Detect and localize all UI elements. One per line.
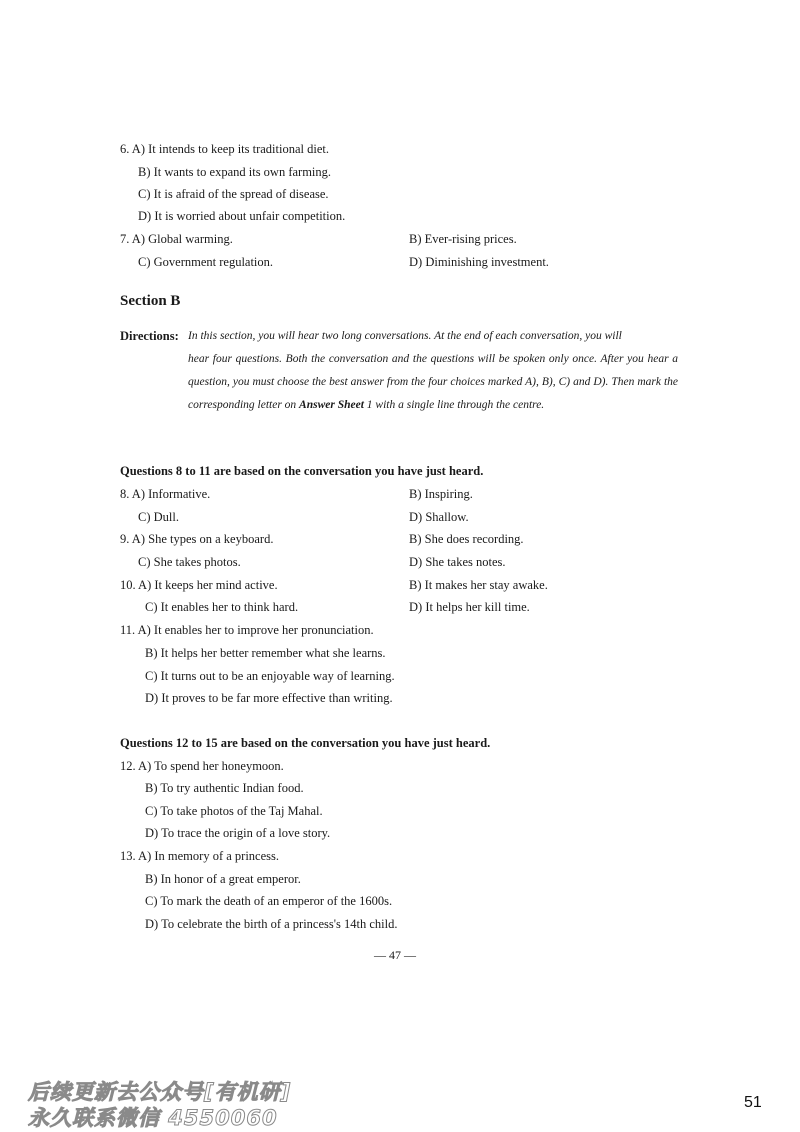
- q10-option-c: C) It enables her to think hard.: [145, 600, 299, 614]
- q10-option-d: D) It helps her kill time.: [409, 600, 530, 614]
- q8-option-a: 8. A) Informative.: [120, 487, 211, 501]
- directions-text: [188, 348, 678, 417]
- q12-option-b: B) To try authentic Indian food.: [145, 781, 304, 795]
- watermark-line-2: 永久联系微信 4550060: [28, 1106, 278, 1130]
- q8-option-b: B) Inspiring.: [409, 487, 473, 501]
- section-title: Section B: [120, 293, 181, 309]
- q6-option-c: C) It is afraid of the spread of disease.: [138, 187, 329, 201]
- q13-option-c: C) To mark the death of an emperor of the 1600s.: [145, 894, 393, 908]
- directions-text-part1: hear four questions. Both the conversation and the questions will be spoken only once. After you hear a question, you must choose the best answer from the four choices marked A), B), C) and D). Then mark the corresponding letter on: [188, 353, 678, 411]
- q7-option-a: 7. A) Global warming.: [120, 232, 233, 246]
- q10-option-b: B) It makes her stay awake.: [409, 578, 548, 592]
- q12-option-a: 12. A) To spend her honeymoon.: [120, 759, 284, 773]
- q12-option-d: D) To trace the origin of a love story.: [145, 826, 331, 840]
- q7-option-b: B) Ever-rising prices.: [409, 232, 517, 246]
- q11-option-d: D) It proves to be far more effective than writing.: [145, 691, 393, 705]
- q7-option-d: D) Diminishing investment.: [409, 255, 549, 269]
- q11-option-c: C) It turns out to be an enjoyable way of learning.: [145, 669, 395, 683]
- q13-option-d: D) To celebrate the birth of a princess's 14th child.: [145, 917, 398, 931]
- q9-option-d: D) She takes notes.: [409, 555, 506, 569]
- questions-12-15-heading: Questions 12 to 15 are based on the conversation you have just heard.: [120, 736, 491, 750]
- directions-text-part2: 1 with a single line through the centre.: [363, 399, 545, 411]
- watermark-line-1: 后续更新去公众号[有机研]: [28, 1080, 292, 1104]
- q7-option-c: C) Government regulation.: [138, 255, 274, 269]
- page-number: 51: [744, 1094, 762, 1111]
- q11-option-b: B) It helps her better remember what she learns.: [145, 646, 386, 660]
- q6-option-d: D) It is worried about unfair competition.: [138, 209, 346, 223]
- q6-option-a: 6. A) It intends to keep its traditional diet.: [120, 142, 329, 156]
- q8-option-d: D) Shallow.: [409, 510, 469, 524]
- questions-8-11-heading: Questions 8 to 11 are based on the conversation you have just heard.: [120, 464, 484, 478]
- q8-option-c: C) Dull.: [138, 510, 179, 524]
- q6-option-b: B) It wants to expand its own farming.: [138, 165, 332, 179]
- directions-first-line: In this section, you will hear two long conversations. At the end of each conversation, you will: [188, 330, 622, 342]
- q11-option-a: 11. A) It enables her to improve her pronunciation.: [120, 623, 374, 637]
- q9-option-a: 9. A) She types on a keyboard.: [120, 532, 274, 546]
- page-footer: — 47 —: [374, 948, 416, 962]
- directions-label: Directions:: [120, 329, 179, 343]
- q9-option-b: B) She does recording.: [409, 532, 524, 546]
- q13-option-b: B) In honor of a great emperor.: [145, 872, 301, 886]
- q9-option-c: C) She takes photos.: [138, 555, 241, 569]
- answer-sheet-label: Answer Sheet: [299, 399, 364, 411]
- q10-option-a: 10. A) It keeps her mind active.: [120, 578, 278, 592]
- q13-option-a: 13. A) In memory of a princess.: [120, 849, 279, 863]
- q12-option-c: C) To take photos of the Taj Mahal.: [145, 804, 323, 818]
